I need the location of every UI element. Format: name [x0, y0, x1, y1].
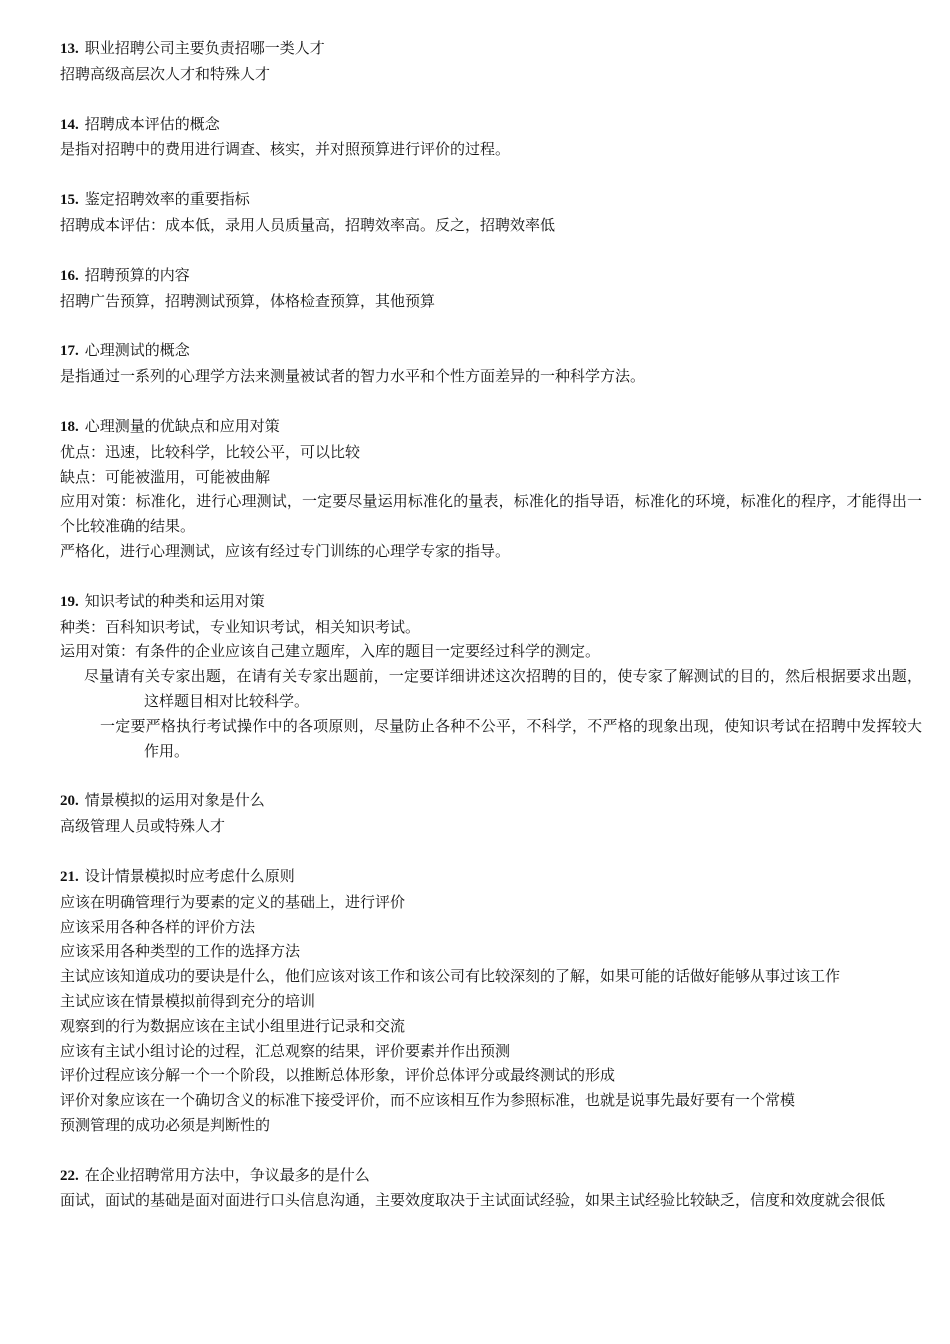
- question-heading: [60, 187, 922, 213]
- answer-line: 招聘成本评估：成本低，录用人员质量高，招聘效率高。反之，招聘效率低: [60, 215, 556, 234]
- answer-line: 种类：百科知识考试，专业知识考试，相关知识考试。: [60, 617, 421, 636]
- answer-line: 预测管理的成功必须是判断性的: [60, 1115, 271, 1134]
- answer-line: 招聘广告预算，招聘测试预算，体格检查预算，其他预算: [60, 291, 436, 310]
- answer-line: 应该采用各种各样的评价方法: [60, 917, 256, 936]
- question-14: [60, 112, 922, 163]
- question-heading: [60, 864, 922, 890]
- question-17: [60, 338, 922, 389]
- question-16: [60, 263, 922, 314]
- question-heading: [60, 1163, 922, 1189]
- question-title: 鉴定招聘效率的重要指标: [84, 190, 250, 209]
- question-number: 18.: [60, 418, 79, 435]
- question-number: 14.: [60, 116, 79, 133]
- answer-line: 是指通过一系列的心理学方法来测量被试者的智力水平和个性方面差异的一种科学方法。: [60, 367, 646, 386]
- question-title: 心理测试的概念: [84, 341, 190, 360]
- answer-line: 评价过程应该分解一个一个阶段，以推断总体形象，评价总体评分或最终测试的形成: [60, 1066, 616, 1085]
- answer-line: 应该采用各种类型的工作的选择方法: [60, 942, 301, 961]
- question-heading: [60, 589, 922, 615]
- indented-item: 一定要严格执行考试操作中的各项原则，尽量防止各种不公平，不科学，不严格的现象出现，使知识考试在招聘中发挥较大作用。: [100, 716, 922, 760]
- question-title: 职业招聘公司主要负责招哪一类人才: [84, 39, 325, 57]
- answer-line: 评价对象应该在一个确切含义的标准下接受评价，而不应该相互作为参照标准，也就是说事先最好要有一个常模: [60, 1091, 796, 1110]
- question-number: 17.: [60, 343, 79, 360]
- question-title: 知识考试的种类和运用对策: [84, 591, 265, 610]
- question-number: 16.: [60, 267, 79, 284]
- answer-line: 应该在明确管理行为要素的定义的基础上，进行评价: [60, 892, 406, 911]
- question-13: [60, 36, 922, 87]
- answer-line: 运用对策：有条件的企业应该自己建立题库，入库的题目一定要经过科学的测定。: [60, 642, 601, 661]
- question-heading: [60, 788, 922, 814]
- question-heading: [60, 112, 922, 138]
- question-number: 22.: [60, 1167, 79, 1184]
- answer-line: 高级管理人员或特殊人才: [60, 817, 226, 836]
- question-heading: [60, 263, 922, 289]
- answer-line: 应该有主试小组讨论的过程，汇总观察的结果，评价要素并作出预测: [60, 1041, 511, 1060]
- question-title: 心理测量的优缺点和应用对策: [84, 416, 280, 435]
- question-title: 在企业招聘常用方法中，争议最多的是什么: [84, 1165, 370, 1184]
- question-20: [60, 788, 922, 839]
- answer-line: 应用对策：标准化，进行心理测试，一定要尽量运用标准化的量表，标准化的指导语，标准化的环境，标准化的程序，才能得出一个比较准确的结果。: [60, 492, 922, 536]
- answer-line: 招聘高级高层次人才和特殊人才: [60, 64, 271, 83]
- question-title: 招聘预算的内容: [84, 265, 190, 284]
- indented-item: 尽量请有关专家出题，在请有关专家出题前，一定要详细讲述这次招聘的目的，使专家了解测试的目的，然后根据要求出题，这样题目相对比较科学。: [84, 667, 922, 710]
- question-heading: [60, 414, 922, 440]
- answer-line: 主试应该在情景模拟前得到充分的培训: [60, 991, 316, 1010]
- answer-line: 观察到的行为数据应该在主试小组里进行记录和交流: [60, 1016, 406, 1035]
- question-number: 15.: [60, 192, 79, 209]
- question-number: 21.: [60, 868, 79, 885]
- question-title: 设计情景模拟时应考虑什么原则: [84, 866, 295, 885]
- question-21: [60, 864, 922, 1138]
- answer-line: 优点：迅速，比较科学，比较公平，可以比较: [60, 442, 361, 461]
- question-number: 20.: [60, 793, 79, 810]
- answer-line: 是指对招聘中的费用进行调查、核实，并对照预算进行评价的过程。: [60, 140, 511, 159]
- document-page: [60, 36, 922, 1238]
- question-22: [60, 1163, 922, 1214]
- question-18: [60, 414, 922, 564]
- answer-line: 严格化，进行心理测试，应该有经过专门训练的心理学专家的指导。: [60, 541, 511, 560]
- question-number: 19.: [60, 593, 79, 610]
- question-title: 招聘成本评估的概念: [84, 114, 220, 133]
- answer-line: 缺点：可能被滥用，可能被曲解: [60, 467, 271, 486]
- question-15: [60, 187, 922, 238]
- answer-line: 主试应该知道成功的要诀是什么，他们应该对该工作和该公司有比较深刻的了解，如果可能的话做好能够从事过该工作: [60, 967, 841, 986]
- question-heading: [60, 36, 922, 62]
- question-heading: [60, 338, 922, 364]
- question-number: 13.: [60, 41, 79, 57]
- question-19: [60, 589, 922, 764]
- question-title: 情景模拟的运用对象是什么: [84, 791, 265, 810]
- answer-line: 面试，面试的基础是面对面进行口头信息沟通，主要效度取决于主试面试经验，如果主试经验比较缺乏，信度和效度就会很低: [60, 1191, 886, 1210]
